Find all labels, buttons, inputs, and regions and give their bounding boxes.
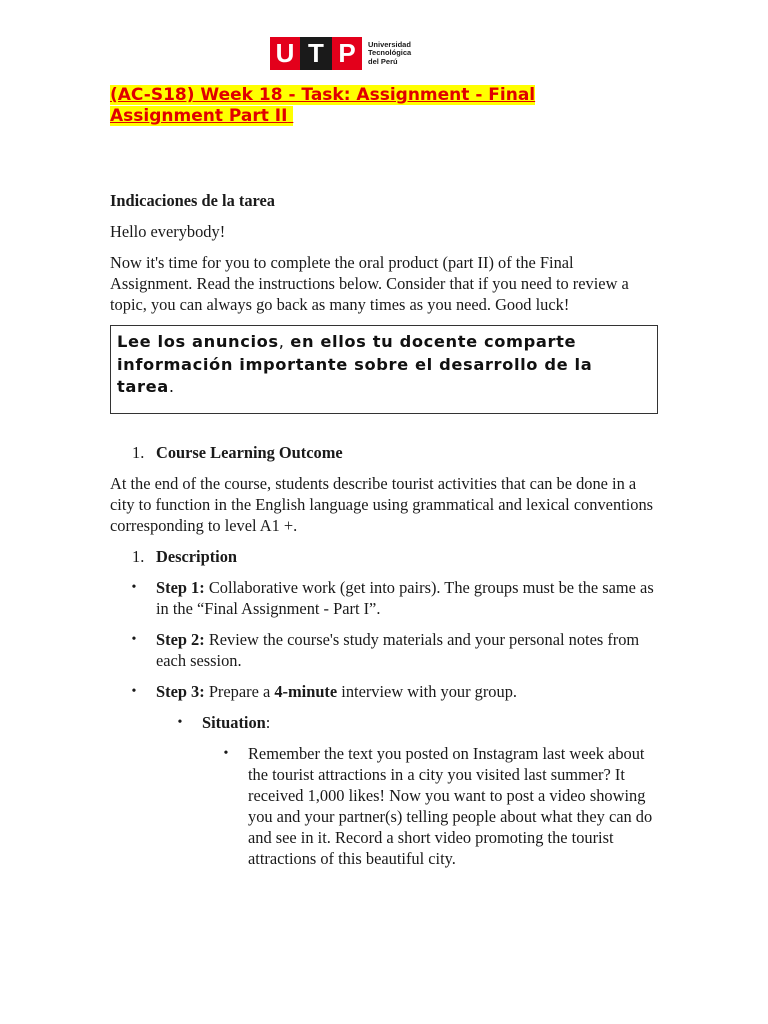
step-2 bbox=[110, 629, 658, 671]
logo-text bbox=[368, 41, 428, 67]
greeting: Hello everybody! bbox=[110, 222, 226, 241]
step-duration: 4-minute bbox=[274, 682, 338, 701]
section-description bbox=[110, 546, 658, 567]
section-number bbox=[110, 546, 156, 567]
instructions-heading: Indicaciones de la tarea bbox=[110, 191, 275, 210]
situation-detail bbox=[202, 743, 658, 869]
bullet-icon: • bbox=[131, 684, 137, 699]
section-outcome bbox=[110, 442, 658, 463]
outcome-paragraph: At the end of the course, students describe tourist activities that can be done in a city to function in the English language using grammatical and lexical conventions corresponding to level A1 +. bbox=[110, 474, 654, 535]
step-label: Step 3: bbox=[156, 682, 205, 701]
notice-part2: en ellos tu docente comparte información importante sobre el desarrollo de la tarea bbox=[117, 332, 593, 396]
situation-text: Remember the text you posted on Instagram last week about the tourist attractions in a city you visited last summer? It received 1,000 likes! Now you want to post a video showing you and your partner(s) telling people about what they can do and see in it. Record a short video promoting the tourist attractions of this beautiful city. bbox=[248, 744, 653, 868]
notice-sep: , bbox=[278, 332, 291, 351]
title-text[interactable]: (AC-S18) Week 18 - Task: Assignment - Final Assignment Part II bbox=[110, 85, 536, 126]
step-3 bbox=[110, 681, 658, 702]
situation-label: Situation bbox=[202, 713, 266, 732]
bullet-icon: • bbox=[131, 580, 137, 595]
page-title[interactable] bbox=[110, 85, 630, 127]
logo-letter-u: U bbox=[270, 37, 300, 70]
step-text-post: interview with your group. bbox=[337, 682, 517, 701]
situation-item bbox=[156, 712, 658, 733]
logo-line-3: del Perú bbox=[368, 56, 398, 66]
bullet-icon: • bbox=[223, 746, 229, 761]
notice-end: . bbox=[168, 377, 175, 396]
logo-line-2: Tecnológica bbox=[368, 48, 412, 58]
announcement-notice bbox=[110, 325, 658, 414]
document-body bbox=[110, 190, 658, 879]
logo-letter-t: T bbox=[300, 37, 332, 70]
step-1 bbox=[110, 577, 658, 619]
section-number bbox=[110, 442, 156, 463]
bullet-icon: • bbox=[177, 715, 183, 730]
bullet-icon: • bbox=[131, 632, 137, 647]
step-label: Step 2: bbox=[156, 630, 205, 649]
section-label: Course Learning Outcome bbox=[156, 443, 343, 462]
step-text: Collaborative work (get into pairs). The groups must be the same as in the “Final Assignment - Part I”. bbox=[156, 578, 654, 618]
section-number-text: 1. bbox=[132, 547, 145, 566]
section-label: Description bbox=[156, 547, 238, 566]
notice-part1: Lee los anuncios bbox=[117, 332, 279, 351]
utp-logo bbox=[270, 37, 428, 70]
step-text: Review the course's study materials and your personal notes from each session. bbox=[156, 630, 640, 670]
title-highlight[interactable] bbox=[110, 85, 535, 126]
step-text-pre: Prepare a bbox=[204, 682, 275, 701]
situation-colon: : bbox=[265, 713, 271, 732]
logo-letter-p: P bbox=[332, 37, 362, 70]
intro-paragraph: Now it's time for you to complete the oral product (part II) of the Final Assignment. Read the instructions below. Consider that if you need to review a topic, you can always go back as many times as you need. Good luck! bbox=[110, 253, 629, 314]
logo-line-1: Universidad bbox=[368, 39, 411, 49]
section-number-text: 1. bbox=[132, 443, 145, 462]
step-label: Step 1: bbox=[156, 578, 205, 597]
